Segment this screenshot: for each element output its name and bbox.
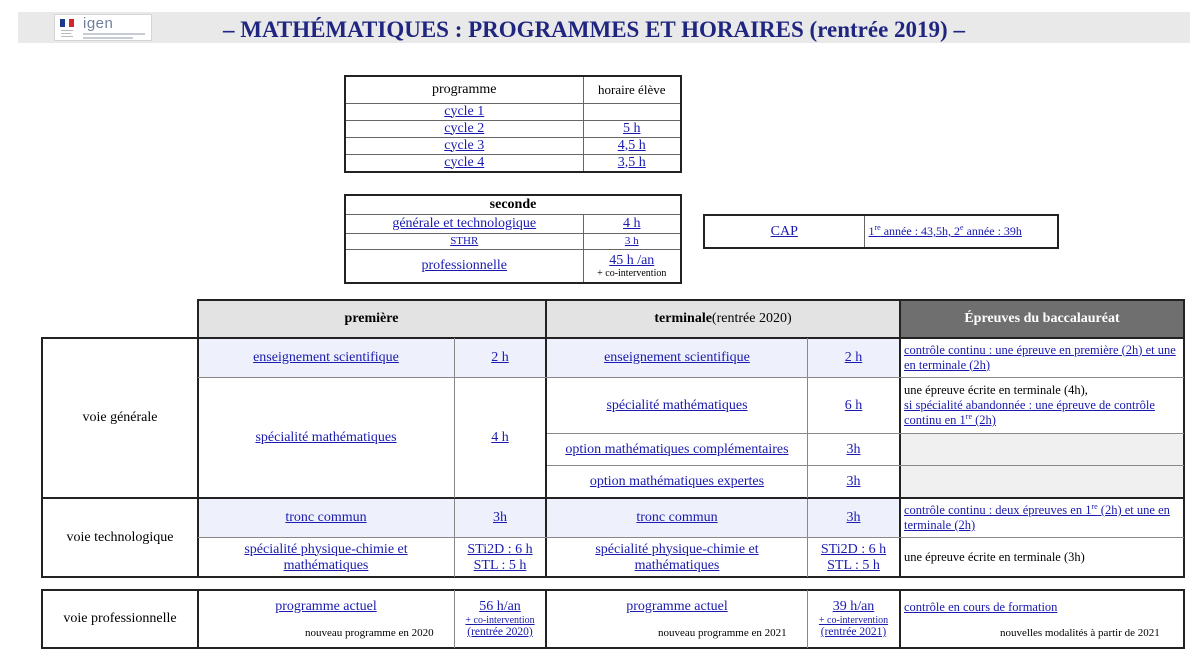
terminale-ens-sci-link[interactable]: enseignement scientifique xyxy=(604,349,750,365)
table-row xyxy=(345,233,681,249)
empty-cell xyxy=(900,434,1184,465)
option-maths-exp-hours[interactable]: 3h xyxy=(846,474,861,489)
terminale-sti2d-hours[interactable]: STi2D : 6 h xyxy=(820,541,887,557)
bac-pro-link[interactable]: contrôle en cours de formation xyxy=(904,600,1058,614)
premiere-tronc-commun-hours[interactable]: 3h xyxy=(493,510,507,525)
premiere-pro-hours[interactable]: 56 h/an xyxy=(479,599,521,614)
terminale-programme-actuel-link[interactable]: programme actuel xyxy=(626,599,728,614)
premiere-spe-pc-maths-link[interactable]: spécialité physique-chimie et mathématiques xyxy=(244,541,408,573)
seconde-gt-hours[interactable]: 4 h xyxy=(623,216,641,231)
table-row xyxy=(345,103,681,120)
terminale-stl-hours[interactable]: STL : 5 h xyxy=(827,557,880,573)
terminale-co-intervention-note[interactable]: + co-intervention xyxy=(818,615,889,626)
cap-link[interactable]: CAP xyxy=(770,223,798,239)
option-maths-comp-link[interactable]: option mathématiques complémentaires xyxy=(565,441,789,457)
premiere-rentree-note[interactable]: (rentrée 2020) xyxy=(467,626,533,638)
bac-tronc-commun-link[interactable]: contrôle continu : deux épreuves en 1re (2h) et une en terminale (2h) xyxy=(904,501,1170,532)
header-bar xyxy=(18,12,1190,43)
cycle-link[interactable]: cycle 1 xyxy=(444,103,485,119)
cycles-table xyxy=(344,75,682,173)
terminale-spe-maths-link[interactable]: spécialité mathématiques xyxy=(606,397,748,413)
premiere-spe-maths-link[interactable]: spécialité mathématiques xyxy=(255,430,397,445)
voie-techno-label: voie technologique xyxy=(66,530,174,545)
voie-pro-label: voie professionnelle xyxy=(63,611,177,626)
marianne-icon xyxy=(58,17,76,39)
option-maths-comp-hours[interactable]: 3h xyxy=(846,441,861,457)
cap-table xyxy=(703,214,1059,249)
terminale-header: terminale (rentrée 2020) xyxy=(547,300,899,337)
premiere-header: première xyxy=(198,300,545,337)
premiere-ens-sci-link[interactable]: enseignement scientifique xyxy=(253,349,399,365)
logo-text: igen xyxy=(83,15,114,32)
bac-ens-sci-link[interactable]: contrôle continu : une épreuve en première (2h) et une en terminale (2h) xyxy=(904,342,1176,372)
seconde-table xyxy=(344,194,682,284)
empty-cell xyxy=(900,466,1184,498)
cycle-hours[interactable]: 5 h xyxy=(623,120,641,136)
bac-spe-maths-cell xyxy=(900,378,1184,433)
page-title: – MATHÉMATIQUES : PROGRAMMES ET HORAIRES (rentrée 2019) – xyxy=(223,17,965,42)
table-row xyxy=(345,154,681,172)
table-row xyxy=(345,214,681,233)
bac-pro-note: nouvelles modalités à partir de 2021 xyxy=(1000,627,1160,639)
bac-spe-pc-maths-text: une épreuve écrite en terminale (3h) xyxy=(904,550,1085,564)
cycle-link[interactable]: cycle 4 xyxy=(444,154,485,170)
option-maths-exp-link[interactable]: option mathématiques expertes xyxy=(589,474,765,489)
epreuves-header: Épreuves du baccalauréat xyxy=(900,300,1184,337)
terminale-rentree-note[interactable]: (rentrée 2021) xyxy=(820,626,887,638)
premiere-programme-actuel-link[interactable]: programme actuel xyxy=(275,599,377,614)
table-row xyxy=(345,249,681,283)
voie-generale-label: voie générale xyxy=(82,410,158,425)
terminale-pro-hours[interactable]: 39 h/an xyxy=(832,599,875,614)
cycle-link[interactable]: cycle 2 xyxy=(444,120,485,136)
premiere-co-intervention-note[interactable]: + co-intervention xyxy=(465,615,535,626)
table-row xyxy=(345,120,681,137)
bac-spe-maths-text: une épreuve écrite en terminale (4h), xyxy=(904,383,1088,397)
col-horaire-header: horaire élève xyxy=(583,76,681,103)
terminale-spe-maths-hours[interactable]: 6 h xyxy=(844,397,863,413)
premiere-stl-hours[interactable]: STL : 5 h xyxy=(473,557,527,573)
terminale-tronc-commun-hours[interactable]: 3h xyxy=(846,510,861,525)
terminale-spe-pc-maths-link[interactable]: spécialité physique-chimie et mathématiques xyxy=(595,541,759,573)
premiere-sti2d-hours[interactable]: STi2D : 6 h xyxy=(467,541,533,557)
premiere-tronc-commun-link[interactable]: tronc commun xyxy=(285,510,367,525)
cap-hours-link[interactable]: 1re année : 43,5h, 2e année : 39h xyxy=(868,223,1022,238)
co-intervention-note: + co-intervention xyxy=(597,267,667,279)
premiere-programme-note: nouveau programme en 2020 xyxy=(305,627,434,639)
terminale-tronc-commun-link[interactable]: tronc commun xyxy=(636,510,718,525)
seconde-sthr-hours[interactable]: 3 h xyxy=(624,234,639,247)
igen-logo[interactable] xyxy=(54,14,152,41)
seconde-pro-link[interactable]: professionnelle xyxy=(421,258,508,274)
terminale-programme-note: nouveau programme en 2021 xyxy=(658,627,787,639)
seconde-pro-hours[interactable]: 45 h /an xyxy=(609,252,655,268)
seconde-sthr-link[interactable]: STHR xyxy=(450,234,479,247)
premiere-spe-maths-hours[interactable]: 4 h xyxy=(491,430,509,445)
cycle-link[interactable]: cycle 3 xyxy=(444,137,485,153)
bac-spe-abandon-link[interactable]: si spécialité abandonnée : une épreuve de contrôle continu en 1re (2h) xyxy=(904,398,1155,427)
seconde-title: seconde xyxy=(345,195,681,214)
cycle-hours[interactable]: 4,5 h xyxy=(617,137,646,153)
terminale-ens-sci-hours[interactable]: 2 h xyxy=(844,349,863,365)
premiere-ens-sci-hours[interactable]: 2 h xyxy=(491,349,509,365)
cycle-hours[interactable]: 3,5 h xyxy=(617,154,646,170)
table-row xyxy=(345,137,681,154)
col-programme-header: programme xyxy=(345,76,583,103)
seconde-gt-link[interactable]: générale et technologique xyxy=(392,216,537,231)
